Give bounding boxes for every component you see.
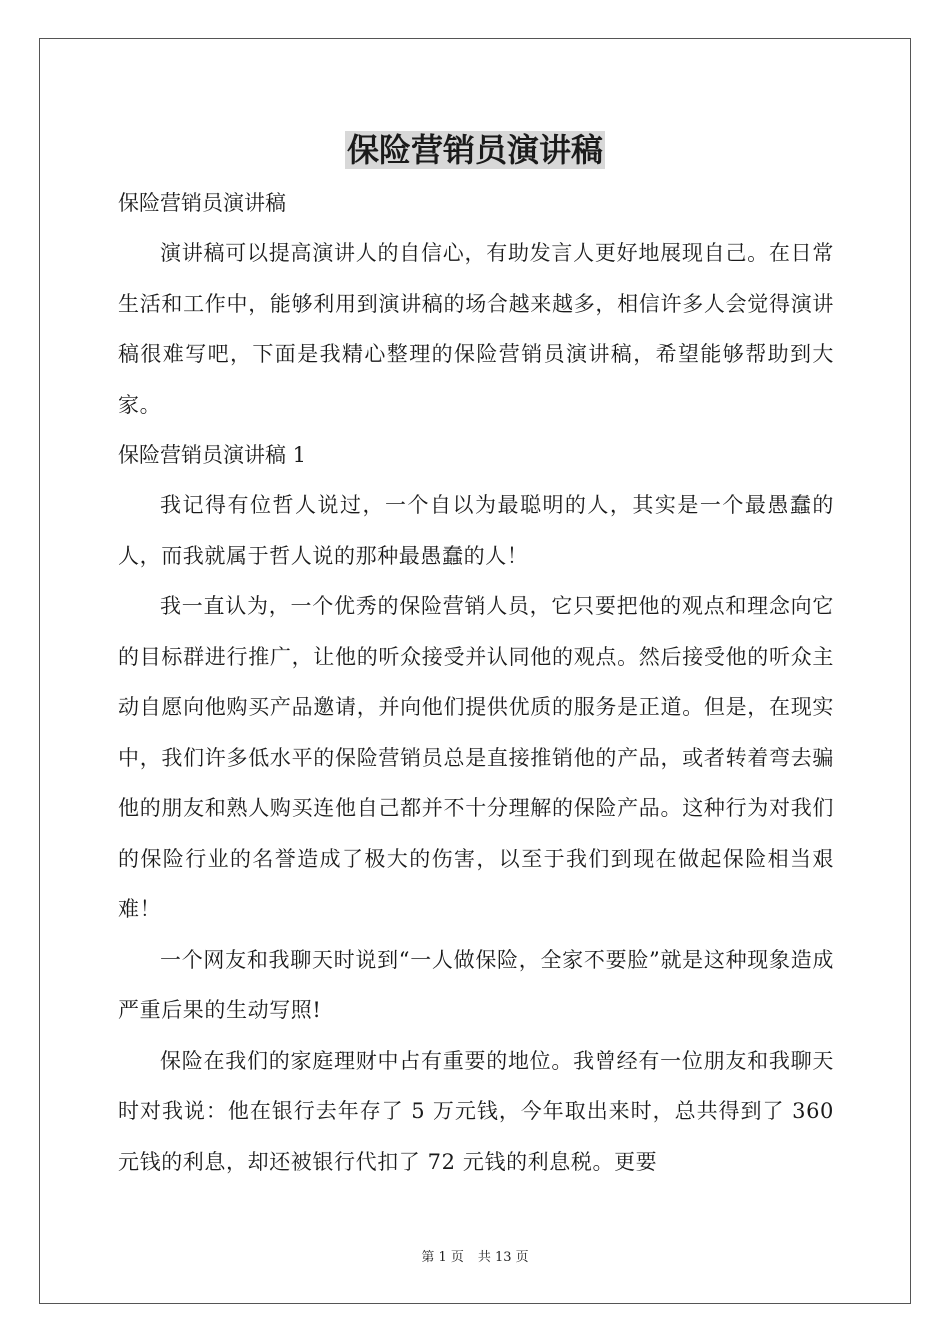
intro-paragraph: 演讲稿可以提高演讲人的自信心，有助发言人更好地展现自己。在日常生活和工作中，能够利用到演讲稿的场合越来越多，相信许多人会觉得演讲稿很难写吧，下面是我精心整理的保险营销员演讲稿，希望能够帮助到大家。 [118, 241, 834, 417]
section-heading: 保险营销员演讲稿 1 [118, 443, 307, 467]
page-footer [0, 1246, 950, 1265]
body-paragraph: 我记得有位哲人说过，一个自以为最聪明的人，其实是一个最愚蠢的人，而我就属于哲人说的那种最愚蠢的人！ [118, 493, 834, 568]
document-body [118, 178, 834, 1187]
body-paragraph: 保险在我们的家庭理财中占有重要的地位。我曾经有一位朋友和我聊天时对我说：他在银行去年存了 5 万元钱，今年取出来时，总共得到了 360 元钱的利息，却还被银行代扣了 72 元钱的利息税。更要 [118, 1048, 834, 1174]
title-text: 保险营销员演讲稿 [346, 131, 603, 169]
page-number: 第 1 页 [421, 1250, 464, 1265]
document-title [0, 128, 950, 172]
page-total: 共 13 页 [477, 1250, 529, 1265]
body-paragraph: 一个网友和我聊天时说到“一人做保险，全家不要脸”就是这种现象造成严重后果的生动写照! [118, 947, 834, 1022]
body-paragraph: 我一直认为，一个优秀的保险营销人员，它只要把他的观点和理念向它的目标群进行推广，让他的听众接受并认同他的观点。然后接受他的听众主动自愿向他购买产品邀请，并向他们提供优质的服务是正道。但是，在现实中，我们许多低水平的保险营销员总是直接推销他的产品，或者转着弯去骗他的朋友和熟人购买连他自己都并不十分理解的保险产品。这种行为对我们的保险行业的名誉造成了极大的伤害，以至于我们到现在做起保险相当艰难！ [118, 594, 834, 921]
subtitle: 保险营销员演讲稿 [118, 191, 286, 215]
